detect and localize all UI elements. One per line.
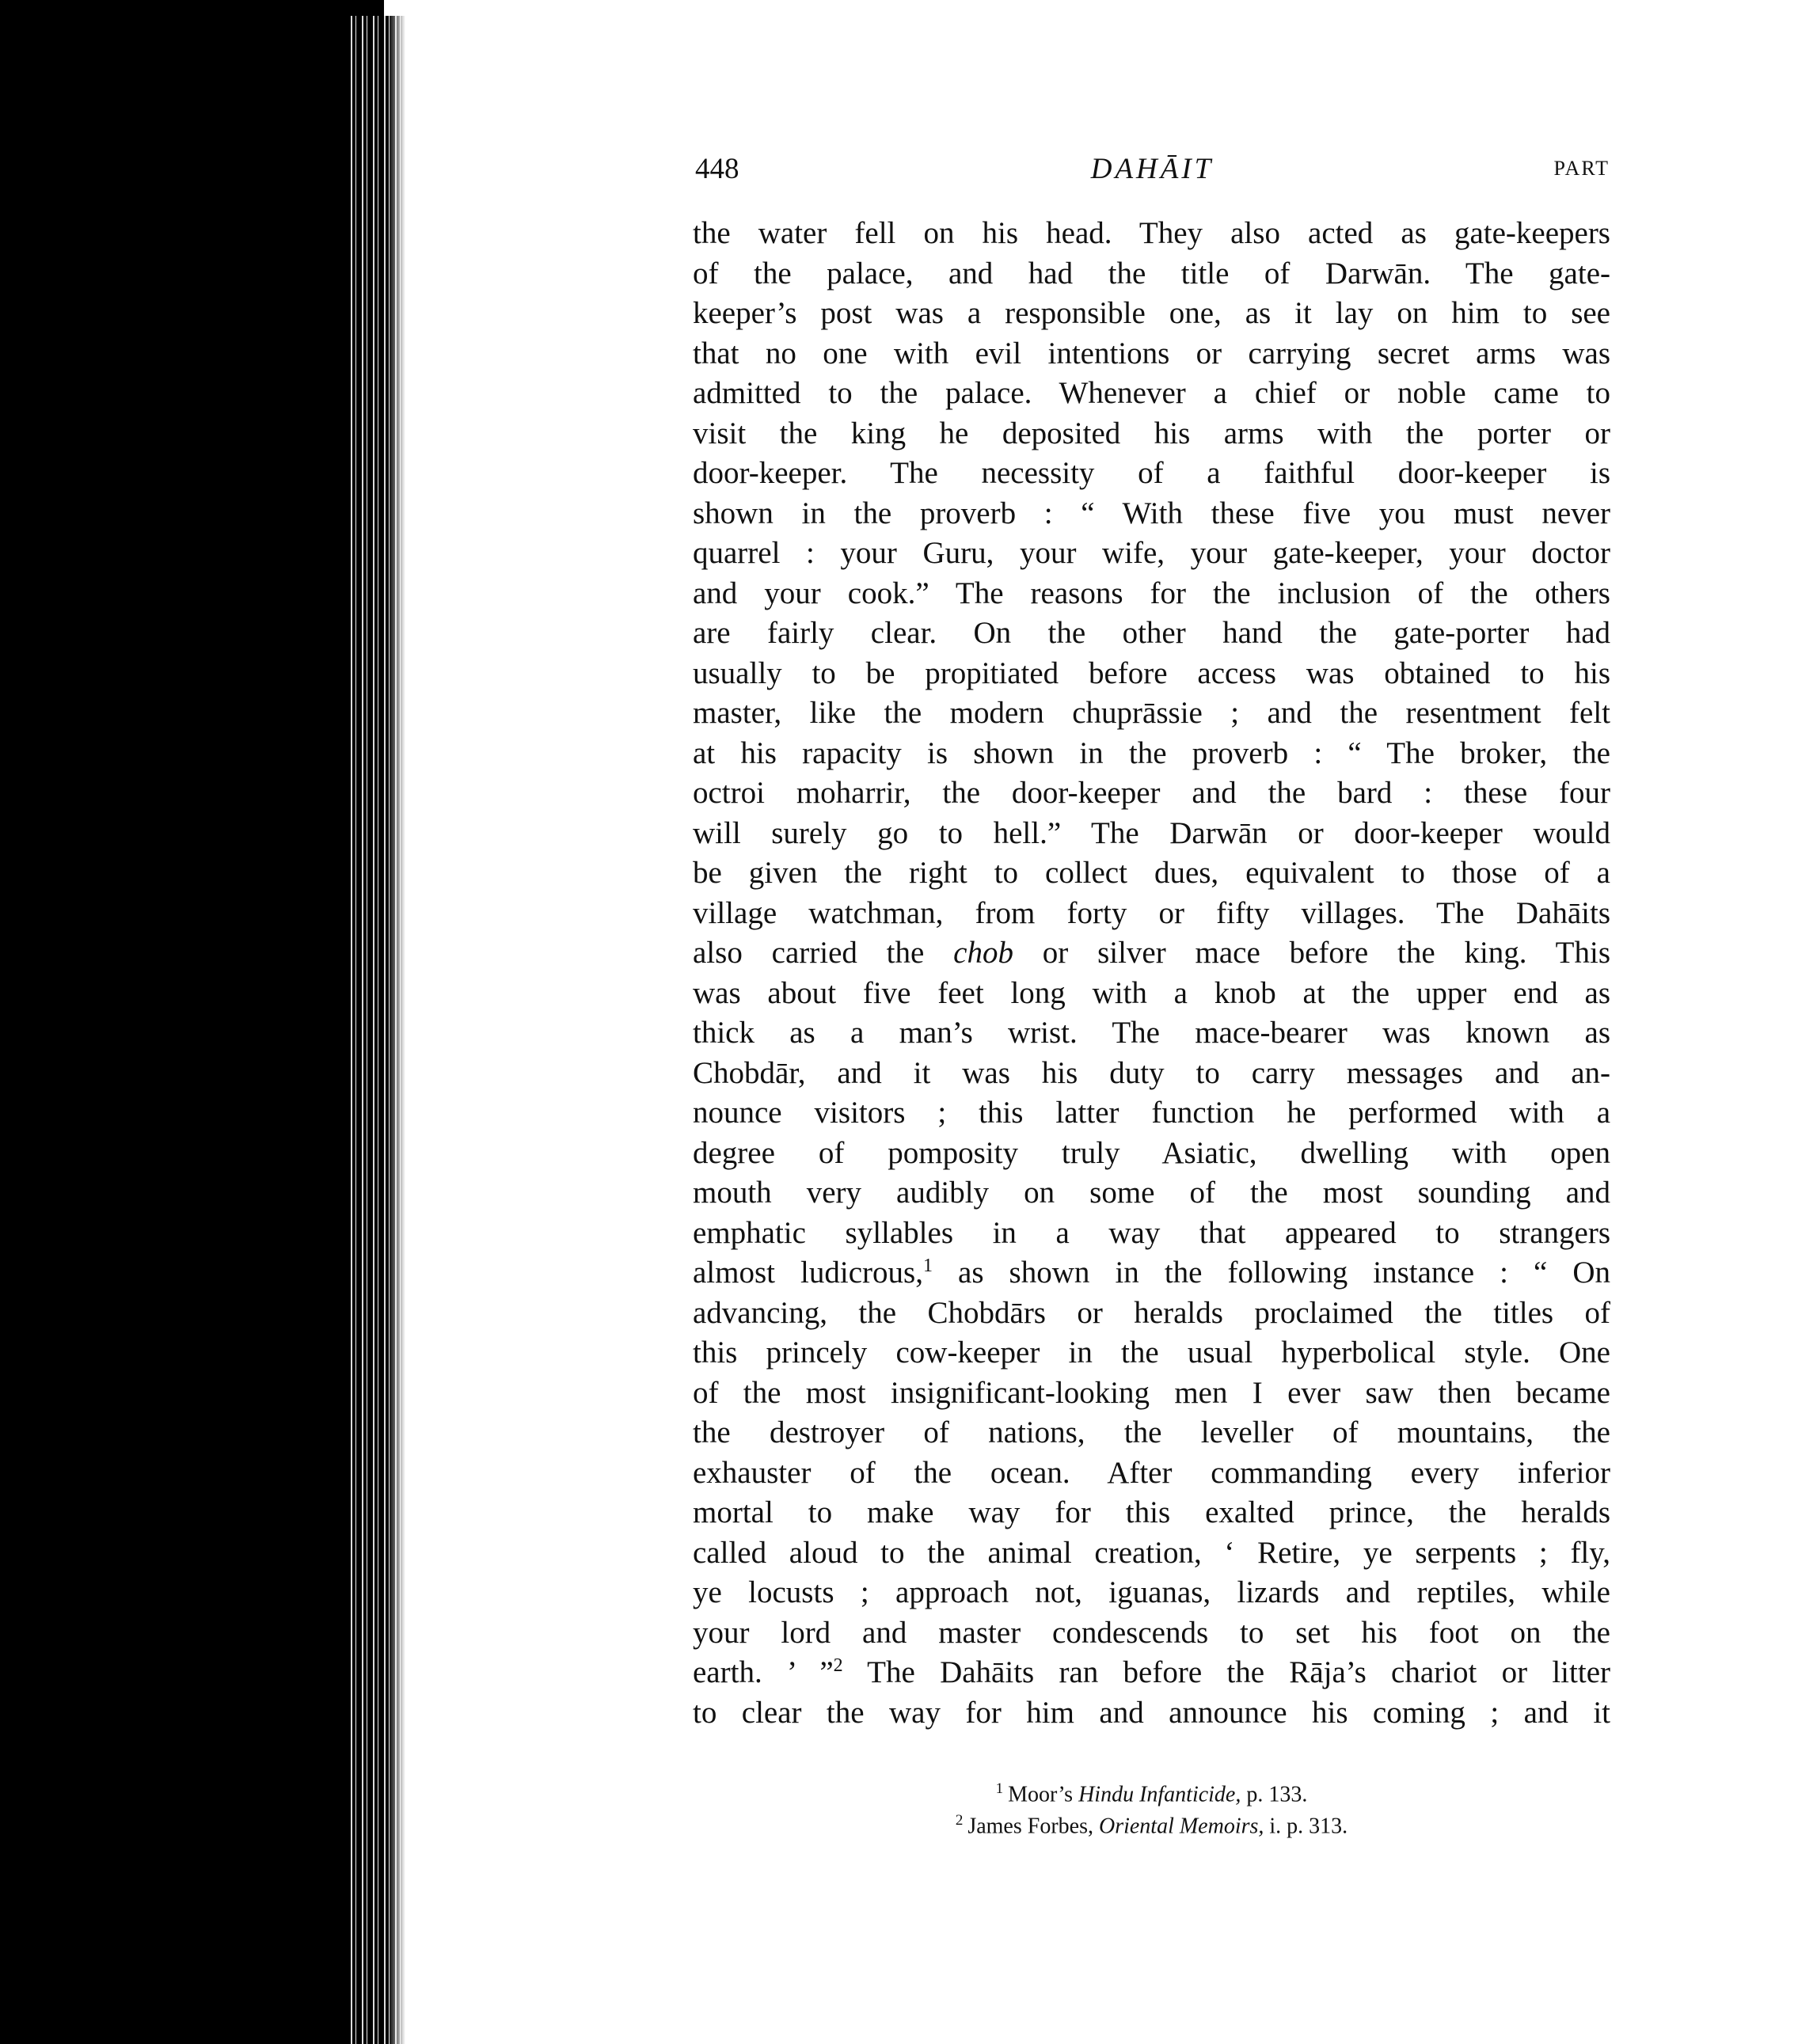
text-run: James Forbes, (967, 1814, 1099, 1839)
text-line: nounce visitors ; this latter function he performed with a (693, 1096, 1610, 1130)
text-line: master, like the modern chuprāssie ; and the resentment felt (693, 696, 1610, 730)
text-line: to clear the way for him and announce his coming ; and it (693, 1695, 1610, 1730)
text-line: octroi moharrir, the door-keeper and the bard : these four (693, 776, 1610, 810)
text-line: visit the king he deposited his arms with the porter or (693, 416, 1610, 450)
page-header (695, 152, 1610, 192)
page-number: 448 (695, 153, 739, 185)
footnote-marker: 1 (995, 1780, 1004, 1797)
text-line (693, 933, 1610, 974)
text-line: of the palace, and had the title of Darwān. The gate- (693, 256, 1610, 291)
running-title: DAHĀIT (1090, 153, 1215, 185)
footnotes (693, 1773, 1610, 1837)
text-line: be given the right to collect dues, equivalent to those of a (693, 856, 1610, 890)
text-line: was about five feet long with a knob at the upper end as (693, 975, 1610, 1010)
text-line: ye locusts ; approach not, iguanas, lizards and reptiles, while (693, 1575, 1610, 1609)
text-line: degree of pomposity truly Asiatic, dwelling with open (693, 1135, 1610, 1170)
text-run: earth. ’ ” (693, 1655, 834, 1689)
text-line: village watchman, from forty or fifty villages. The Dahāits (693, 895, 1610, 930)
text-run: also carried the (693, 936, 954, 970)
footnote (693, 1805, 1610, 1837)
footnote-reference: 2 (833, 1655, 843, 1676)
text-line: the water fell on his head. They also acted as gate-keepers (693, 216, 1610, 250)
footnote-reference: 1 (922, 1256, 933, 1276)
text-run: almost ludicrous, (693, 1256, 923, 1290)
page-gutter-edge (348, 16, 405, 2044)
text-run: i. p. 313. (1264, 1814, 1348, 1839)
text-line: keeper’s post was a responsible one, as it lay on him to see (693, 296, 1610, 330)
text-line: mouth very audibly on some of the most sounding and (693, 1176, 1610, 1210)
part-label: PART (1553, 157, 1610, 180)
footnote-marker: 2 (955, 1812, 964, 1829)
text-line: of the most insignificant-looking men I ever saw then became (693, 1375, 1610, 1410)
text-line: mortal to make way for this exalted prince, the heralds (693, 1495, 1610, 1529)
text-line: thick as a man’s wrist. The mace-bearer was known as (693, 1016, 1610, 1050)
text-line: at his rapacity is shown in the proverb : “ The broker, the (693, 735, 1610, 770)
text-line: quarrel : your Guru, your wife, your gate-keeper, your doctor (693, 536, 1610, 570)
text-line: and your cook.” The reasons for the inclusion of the others (693, 576, 1610, 610)
text-line: door-keeper. The necessity of a faithful door-keeper is (693, 456, 1610, 490)
italic-title: Oriental Memoirs, (1098, 1814, 1264, 1839)
text-run: p. 133. (1241, 1782, 1308, 1807)
text-run: as shown in the following instance : “ On (932, 1256, 1610, 1290)
text-run: The Dahāits ran before the Rāja’s chariot or litter (842, 1655, 1610, 1689)
text-line: will surely go to hell.” The Darwān or door-keeper would (693, 815, 1610, 850)
footnote (693, 1773, 1610, 1805)
text-line: are fairly clear. On the other hand the gate-porter had (693, 616, 1610, 650)
text-line: exhauster of the ocean. After commanding every inferior (693, 1455, 1610, 1490)
book-binding-shadow (0, 0, 384, 2044)
body-text (693, 214, 1610, 1733)
text-line: advancing, the Chobdārs or heralds proclaimed the titles of (693, 1295, 1610, 1330)
italic-title: Hindu Infanticide, (1078, 1782, 1241, 1807)
text-line: that no one with evil intentions or carrying secret arms was (693, 336, 1610, 370)
text-line: emphatic syllables in a way that appeared to strangers (693, 1215, 1610, 1250)
text-line: shown in the proverb : “ With these five you must never (693, 496, 1610, 530)
text-line (693, 1653, 1610, 1693)
text-line: the destroyer of nations, the leveller of mountains, the (693, 1415, 1610, 1449)
text-line: Chobdār, and it was his duty to carry messages and an- (693, 1055, 1610, 1090)
text-line: admitted to the palace. Whenever a chief or noble came to (693, 376, 1610, 410)
text-line: this princely cow-keeper in the usual hyperbolical style. One (693, 1335, 1610, 1370)
text-line: usually to be propitiated before access was obtained to his (693, 655, 1610, 690)
text-run: or silver mace before the king. This (1013, 936, 1610, 970)
text-line: your lord and master condescends to set his foot on the (693, 1615, 1610, 1650)
text-run: Moor’s (1008, 1782, 1079, 1807)
text-line: called aloud to the animal creation, ‘ Retire, ye serpents ; fly, (693, 1535, 1610, 1570)
italic-term: chob (953, 936, 1013, 970)
text-line (693, 1253, 1610, 1294)
